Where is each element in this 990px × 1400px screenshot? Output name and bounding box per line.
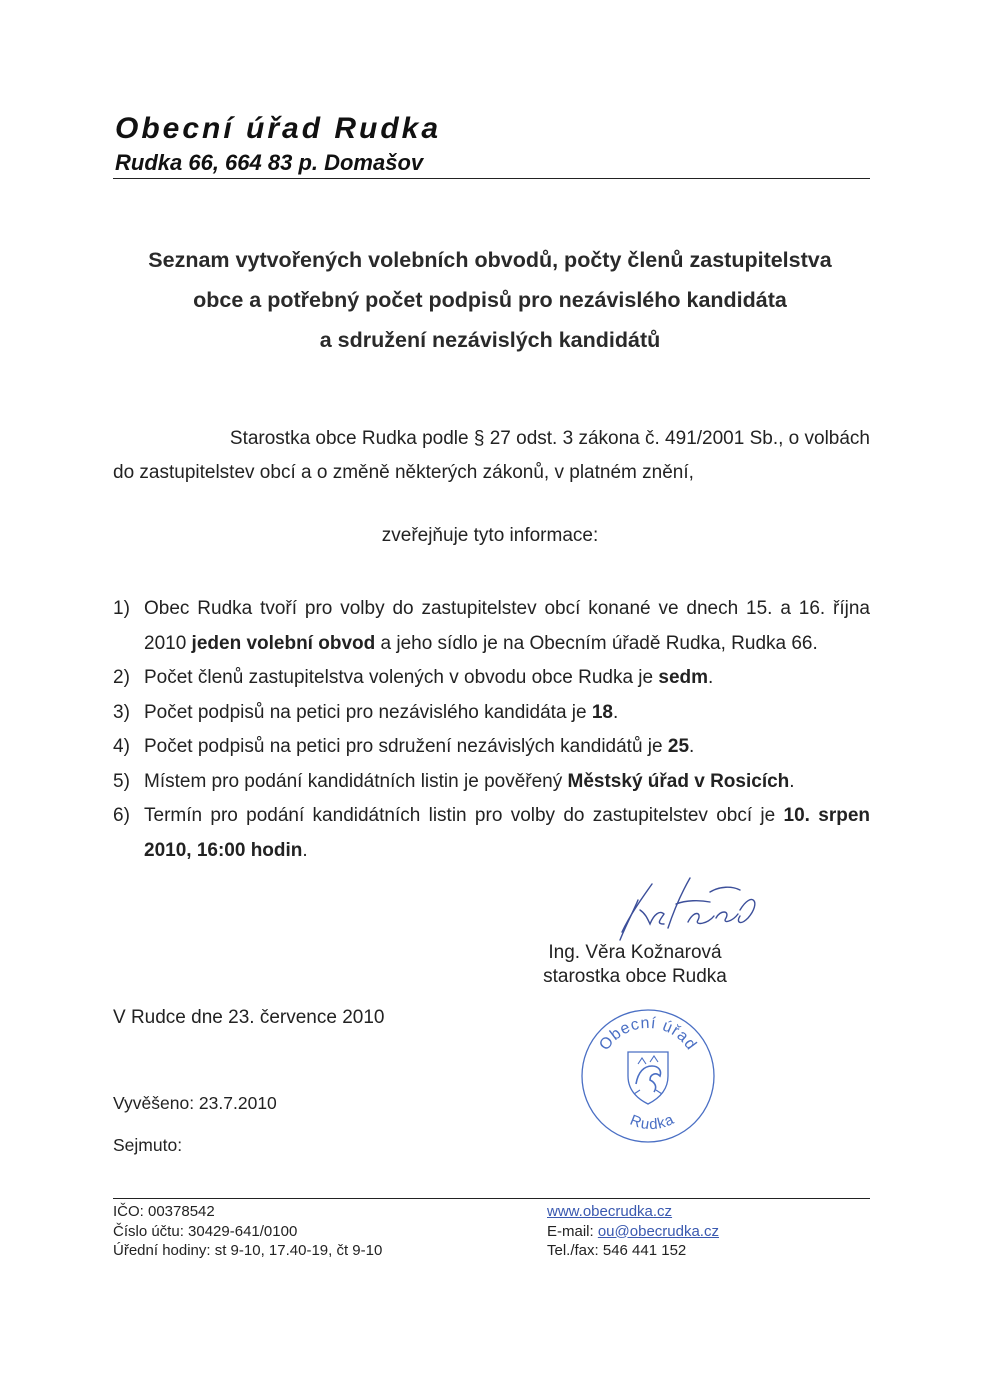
signature-block	[480, 941, 790, 989]
office-name: Obecní úřad Rudka	[115, 112, 442, 145]
stamp-bottom-text: Rudka	[627, 1110, 678, 1134]
list-item	[113, 661, 870, 696]
header-divider	[113, 178, 870, 179]
item-number: 6)	[113, 805, 130, 826]
bank-account: Číslo účtu: 30429-641/0100	[113, 1222, 298, 1240]
signer-name: Ing. Věra Kožnarová	[548, 942, 722, 963]
item-text: Místem pro podání kandidátních listin je pověřený Městský úřad v Rosicích.	[144, 770, 795, 792]
title-line: Seznam vytvořených volebních obvodů, počty členů zastupitelstva	[148, 248, 832, 272]
signer-role: starostka obce Rudka	[543, 966, 727, 987]
posted-date: Vyvěšeno: 23.7.2010	[113, 1093, 277, 1113]
item-number: 3)	[113, 701, 130, 723]
footer-contacts	[547, 1202, 719, 1261]
title-line: a sdružení nezávislých kandidátů	[319, 328, 661, 352]
company-id: IČO: 00378542	[113, 1203, 215, 1220]
document-title	[95, 240, 885, 360]
item-emphasis: 10. srpen 2010, 16:00 hodin	[144, 805, 870, 861]
item-emphasis: jeden volební obvod	[191, 632, 376, 654]
item-emphasis: 18	[591, 701, 613, 723]
removed-date: Sejmuto:	[113, 1135, 183, 1155]
stamp-top-text: Obecní úřad	[596, 1014, 700, 1054]
list-item	[113, 799, 870, 868]
phone-fax: Tel./fax: 546 441 152	[547, 1242, 687, 1259]
intro-line: do zastupitelstev obcí a o změně některých zákonů, v platném znění,	[113, 462, 694, 483]
email-link[interactable]: ou@obecrudka.cz	[597, 1222, 719, 1240]
item-text: Počet členů zastupitelstva volených v obvodu obce Rudka je sedm.	[144, 667, 714, 688]
item-emphasis: Městský úřad v Rosicích	[567, 770, 790, 792]
website-link[interactable]: www.obecrudka.cz	[547, 1203, 673, 1220]
svg-text:Rudka	[628, 1111, 678, 1134]
official-stamp	[578, 1006, 718, 1146]
item-number: 4)	[113, 736, 130, 757]
item-text: Obec Rudka tvoří pro volby do zastupitelstev obcí konané ve dnech 15. a 16. října 2010 jeden volební obvod a jeho sídlo je na Obecním úřadě Rudka, Rudka 66.	[144, 598, 870, 654]
item-text: Počet podpisů na petici pro nezávislého kandidáta je 18.	[144, 701, 619, 723]
list-item	[113, 730, 870, 765]
intro-line: Starostka obce Rudka podle § 27 odst. 3 zákona č. 491/2001 Sb., o volbách	[229, 428, 870, 449]
email-row	[547, 1222, 719, 1242]
footer-divider	[113, 1198, 870, 1199]
footer-office-info	[113, 1202, 382, 1261]
information-list	[113, 592, 870, 868]
title-line: obce a potřebný počet podpisů pro nezávislého kandidáta	[193, 288, 787, 312]
item-text: Termín pro podání kandidátních listin pro volby do zastupitelstev obcí je 10. srpen 2010, 16:00 hodin.	[144, 805, 870, 861]
handwritten-signature	[590, 870, 770, 950]
list-item	[113, 592, 870, 661]
item-text: Počet podpisů na petici pro sdružení nezávislých kandidátů je 25.	[144, 736, 695, 757]
email-label: E-mail:	[547, 1222, 598, 1240]
item-emphasis: sedm	[658, 667, 709, 688]
coat-of-arms-icon	[628, 1052, 668, 1104]
item-number: 1)	[113, 598, 130, 619]
announcement-line: zveřejňuje tyto informace:	[381, 525, 599, 546]
list-item	[113, 696, 870, 731]
item-number: 2)	[113, 667, 130, 688]
item-number: 5)	[113, 770, 130, 792]
intro-paragraph	[113, 422, 870, 490]
list-item	[113, 765, 870, 800]
office-address: Rudka 66, 664 83 p. Domašov	[115, 150, 424, 175]
office-hours: Úřední hodiny: st 9-10, 17.40-19, čt 9-10	[113, 1242, 383, 1259]
place-and-date: V Rudce dne 23. července 2010	[113, 1007, 385, 1028]
item-emphasis: 25	[667, 736, 690, 757]
